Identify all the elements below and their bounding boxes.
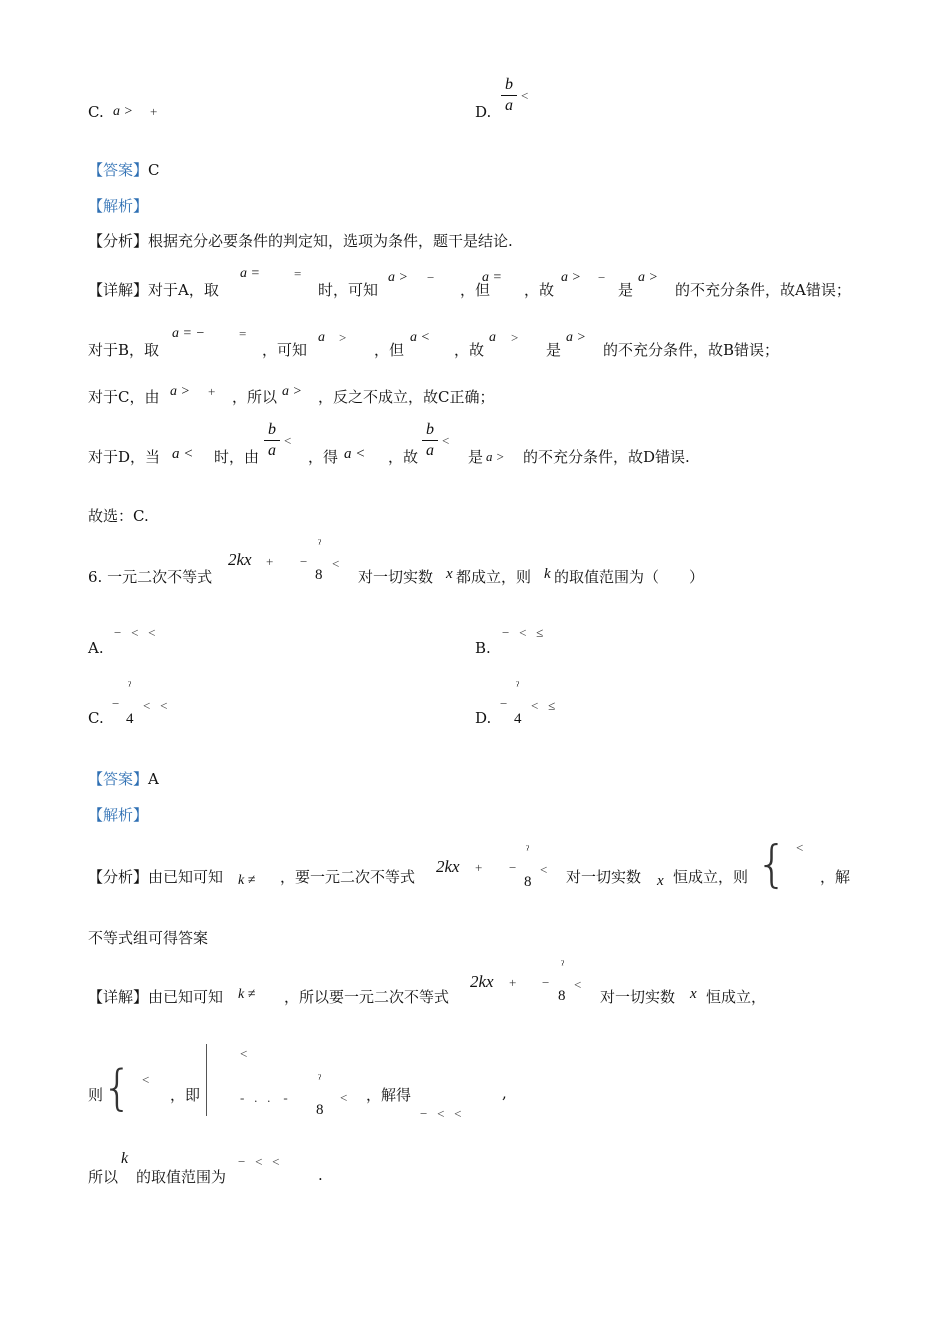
q6-answer xyxy=(88,769,159,789)
detail-d-fraction-2: b a xyxy=(422,421,438,460)
q6-option-a: A. xyxy=(88,639,104,657)
q6-option-c: C. xyxy=(88,709,104,727)
q5-conclusion: 故选：C. xyxy=(88,507,149,525)
q6-then-prefix: 则 xyxy=(88,1086,104,1104)
detail-b-prefix: 对于B，取 xyxy=(88,341,160,359)
detail-c-prefix: 对于C，由 xyxy=(88,388,160,406)
q5-answer xyxy=(88,160,160,180)
q6-option-d-expr: < ≤ xyxy=(531,698,556,713)
q6-stem-prefix: 6. 一元二次不等式 xyxy=(88,568,213,586)
answer-value: C xyxy=(148,161,160,179)
q5-analysis-tag: 【解析】 xyxy=(88,197,149,215)
q6-final-prefix: 所以 xyxy=(88,1168,119,1186)
system-brace-2 xyxy=(206,1044,207,1116)
q6-option-a-expr: − < < xyxy=(114,625,156,640)
answer-value: A xyxy=(148,770,159,788)
detail-d-prefix: 对于D，当 xyxy=(88,448,161,466)
q6-option-b-expr: − < ≤ xyxy=(502,625,544,640)
q6-option-c-expr: < < xyxy=(143,698,168,713)
q5-analysis: 【分析】根据充分必要条件的判定知，选项为条件，题干是结论. xyxy=(88,232,513,250)
option-c-expr-b: + xyxy=(150,104,158,119)
option-c-prev: C. xyxy=(88,103,104,121)
q6-option-d: D. xyxy=(475,709,492,727)
q6-analysis-prefix: 【分析】由已知可知 xyxy=(88,868,224,886)
answer-tag: 【答案】 xyxy=(88,161,149,179)
option-d-rel: < xyxy=(521,88,529,103)
detail-d-fraction-1: b a xyxy=(264,421,280,460)
answer-tag: 【答案】 xyxy=(88,770,149,788)
system-brace: { xyxy=(756,835,788,893)
q6-analysis-cont: 不等式组可得答案 xyxy=(88,929,209,947)
option-d-fraction: b a xyxy=(501,76,517,115)
q6-option-b: B. xyxy=(475,639,491,657)
option-d-prev: D. xyxy=(475,103,492,121)
option-c-expr-a: a > xyxy=(113,104,133,119)
q6-detail-prefix: 【详解】由已知可知 xyxy=(88,988,224,1006)
document-page: C. a > + D. b a < 【答案】C 【解析】 【分析】根据充分必要条件的判定知，选项为条件，题干是结论. 【详解】对于A，取 a = = 时，可知 a > − ，但 a = ，故 a > − 是 a > 的不充分条件，故A错误； 对于B，取 a = − = ，可知 a > ，但 a < ，故 a > 是 a > 的不充分条件，故B错误； 对于C，由 a > + ，所以 a > ，反之不成立，故C正确； 对于D，当 a < 时，由 b a < ，得 a < ，故 b a < 是 a > 的不充分条件，故D错误. 故选：C. 6. 一元二次不等式 2kx + − ˀ 8 < 对一切实数 x 都成立，则 k 的取值范围为（ ） A. − < < B. − < ≤ C. ˀ − 4 < < D. ˀ − 4 < ≤ 【答案】A 【解析】 【分析】由已知可知 k ≠ ，要一元二次不等式 2kx + − ˀ 8 < 对一切实数 x 恒成立，则 { < ，解 不等式组可得答案 【详解】由已知可知 k ≠ ，所以要一元二次不等式 2kx + − ˀ 8 < 对一切实数 x 恒成立， 则 { < ，即 < - . . - ˀ 8 < ，解得 − < < , 所以 k 的取值范围为 − < < . xyxy=(88,76,851,1186)
system-brace-1: { xyxy=(102,1060,133,1116)
detail-a-prefix: 【详解】对于A，取 xyxy=(88,281,219,299)
q6-analysis-tag: 【解析】 xyxy=(88,806,149,824)
